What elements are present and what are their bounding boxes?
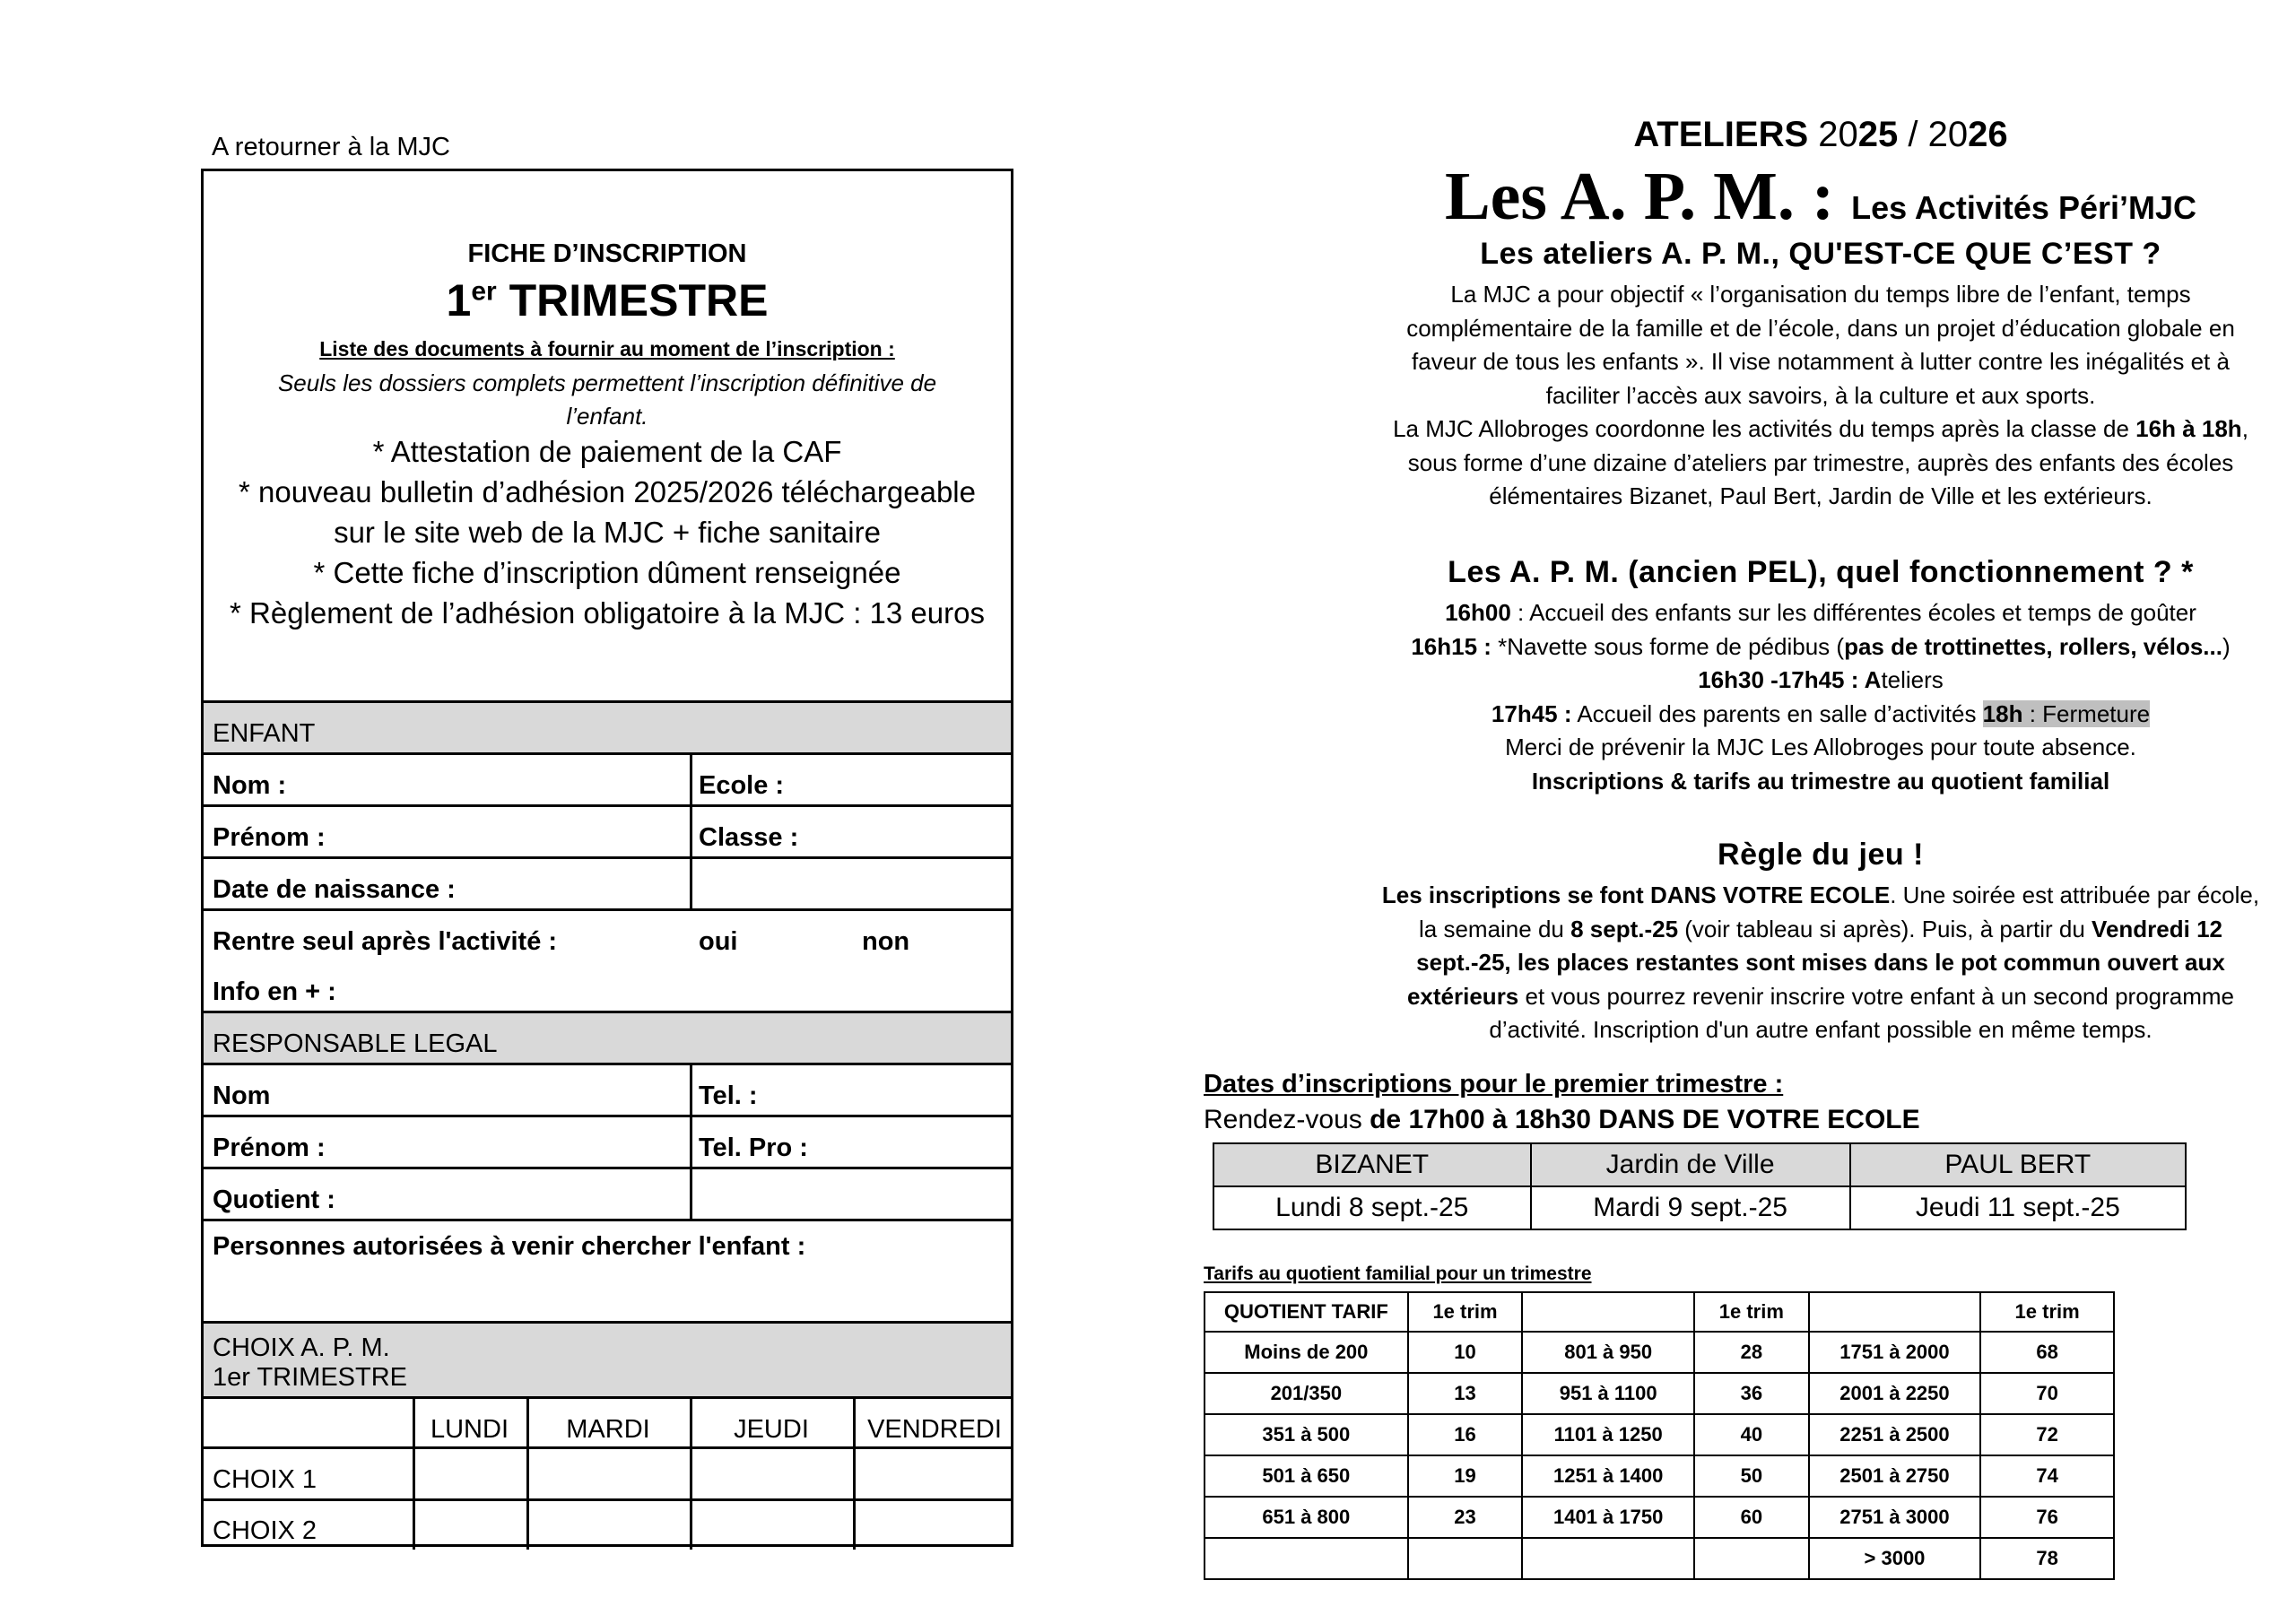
section-heading-what: Les ateliers A. P. M., QU'EST-CE QUE C’EST ? — [1480, 237, 2161, 271]
tarif-cell: 76 — [1980, 1497, 2114, 1538]
birthdate-row[interactable] — [204, 856, 1011, 908]
days-header-row — [204, 1396, 1011, 1446]
document-item: * Attestation de paiement de la CAF — [372, 435, 842, 468]
tarif-cell: 2751 à 3000 — [1809, 1497, 1981, 1538]
non-option[interactable]: non — [862, 927, 910, 956]
quotient-label: Quotient : — [213, 1185, 335, 1214]
tarif-cell — [1694, 1538, 1809, 1579]
tarif-cell: 13 — [1408, 1373, 1523, 1414]
tarif-cell: 28 — [1694, 1332, 1809, 1373]
info-label: Info en + : — [213, 977, 336, 1006]
tarif-cell: 2251 à 2500 — [1809, 1414, 1981, 1455]
tarif-cell: 1401 à 1750 — [1522, 1497, 1694, 1538]
choix-section-line2: 1er TRIMESTRE — [213, 1363, 408, 1392]
tarif-cell: 10 — [1408, 1332, 1523, 1373]
tarif-cell — [1408, 1538, 1523, 1579]
tarif-cell: 351 à 500 — [1205, 1414, 1408, 1455]
tarif-cell: 651 à 800 — [1205, 1497, 1408, 1538]
tarif-cell: 70 — [1980, 1373, 2114, 1414]
intro-paragraph: La MJC a pour objectif « l’organisation du temps libre de l’enfant, temps complémentaire de la famille et de l’école, dans un projet d’éducation globale en faveur de tous les enfants ». Il vise notamment à lutter contre les inégalités et à faciliter l’accès aux savoirs, à la culture et aux sports. La MJC Allobroges coordonne les activités du temps après la classe de 16h à 18h, sous forme d’une dizaine d’ateliers par trimestre, auprès des enfants des écoles élémentaires Bizanet, Paul Bert, Jardin de Ville et les extérieurs. — [1393, 281, 2248, 509]
form-title: FICHE D’INSCRIPTION — [467, 239, 747, 268]
tarif-cell: 36 — [1694, 1373, 1809, 1414]
rendezvous-line: Rendez-vous de 17h00 à 18h30 DANS DE VOTRE ECOLE — [1204, 1105, 1920, 1134]
choix2-label: CHOIX 2 — [213, 1516, 317, 1545]
tarif-cell: 40 — [1694, 1414, 1809, 1455]
tarif-cell: > 3000 — [1809, 1538, 1981, 1579]
tarif-cell: QUOTIENT TARIF — [1205, 1292, 1408, 1332]
tarif-cell: 68 — [1980, 1332, 2114, 1373]
rentre-seul-label: Rentre seul après l'activité : — [213, 927, 558, 956]
quotient-row[interactable] — [204, 1167, 1011, 1219]
choix2-row[interactable] — [204, 1498, 1011, 1550]
tarif-cell: 23 — [1408, 1497, 1523, 1538]
ecole-label: Ecole : — [699, 771, 785, 800]
choix-section — [204, 1321, 1011, 1396]
nom-row[interactable] — [204, 752, 1011, 804]
tarif-cell: 2001 à 2250 — [1809, 1373, 1981, 1414]
tarif-cell — [1522, 1538, 1694, 1579]
tarif-cell: 1751 à 2000 — [1809, 1332, 1981, 1373]
dates-title: Dates d’inscriptions pour le premier trimestre : — [1204, 1070, 1784, 1099]
day-vendredi: VENDREDI — [867, 1415, 1002, 1444]
documents-note: Seuls les dossiers complets permettent l’inscription définitive de l’enfant. — [277, 369, 937, 430]
school-name: BIZANET — [1213, 1143, 1531, 1186]
tarif-cell: 19 — [1408, 1455, 1523, 1497]
day-mardi: MARDI — [566, 1415, 650, 1444]
document-item: * Cette fiche d’inscription dûment renseignée — [313, 556, 901, 589]
tarif-cell — [1809, 1292, 1981, 1332]
document-item: * Règlement de l’adhésion obligatoire à la MJC : 13 euros — [230, 596, 985, 630]
documents-title: Liste des documents à fournir au moment de l’inscription : — [319, 337, 895, 360]
tarif-cell: 1251 à 1400 — [1522, 1455, 1694, 1497]
school-schedule-table — [1213, 1142, 2187, 1230]
tel-label: Tel. : — [699, 1081, 758, 1110]
section-label: ENFANT — [213, 719, 316, 748]
section-label: RESPONSABLE LEGAL — [213, 1029, 498, 1058]
document-item: sur le site web de la MJC + fiche sanitaire — [334, 516, 881, 549]
section-heading-rules: Règle du jeu ! — [1718, 838, 1924, 872]
tarif-cell — [1522, 1292, 1694, 1332]
choix-section-line1: CHOIX A. P. M. — [213, 1333, 390, 1362]
tarif-cell — [1205, 1538, 1408, 1579]
day-jeudi: JEUDI — [734, 1415, 809, 1444]
choix1-row[interactable] — [204, 1446, 1011, 1498]
tarif-cell: 951 à 1100 — [1522, 1373, 1694, 1414]
prenom-label: Prénom : — [213, 823, 326, 852]
documents-list — [204, 431, 1011, 633]
tarif-row — [1205, 1538, 2114, 1579]
school-date: Jeudi 11 sept.-25 — [1850, 1186, 2186, 1229]
tarif-title: Tarifs au quotient familial pour un trimestre — [1204, 1264, 1592, 1284]
prenom-row[interactable] — [204, 804, 1011, 856]
return-note: A retourner à la MJC — [212, 133, 450, 161]
day-lundi: LUNDI — [430, 1415, 509, 1444]
tarif-cell: 1e trim — [1694, 1292, 1809, 1332]
rentre-seul-row[interactable] — [204, 908, 1011, 960]
resp-nom-row[interactable] — [204, 1063, 1011, 1115]
tarif-cell: 2501 à 2750 — [1809, 1455, 1981, 1497]
enfant-section — [204, 700, 1011, 752]
personnes-label: Personnes autorisées à venir chercher l'enfant : — [213, 1232, 806, 1261]
personnes-row[interactable] — [204, 1219, 1011, 1321]
tarif-cell: Moins de 200 — [1205, 1332, 1408, 1373]
tarif-cell: 74 — [1980, 1455, 2114, 1497]
nom-label: Nom : — [213, 771, 287, 800]
classe-label: Classe : — [699, 823, 799, 852]
tarif-cell: 1101 à 1250 — [1522, 1414, 1694, 1455]
tarif-cell: 1e trim — [1408, 1292, 1523, 1332]
tarif-row — [1205, 1332, 2114, 1373]
tarif-cell: 201/350 — [1205, 1373, 1408, 1414]
resp-nom-label: Nom — [213, 1081, 271, 1110]
tarif-row — [1205, 1455, 2114, 1497]
tarif-cell: 78 — [1980, 1538, 2114, 1579]
tarif-row — [1205, 1373, 2114, 1414]
tarif-cell: 801 à 950 — [1522, 1332, 1694, 1373]
ateliers-heading: ATELIERS 2025 / 2026 — [1633, 115, 2008, 154]
tarif-cell: 50 — [1694, 1455, 1809, 1497]
tarif-header-row — [1205, 1292, 2114, 1332]
tarif-cell: 16 — [1408, 1414, 1523, 1455]
tarif-cell: 501 à 650 — [1205, 1455, 1408, 1497]
apm-title: Les A. P. M. : Les Activités Péri’MJC — [1444, 159, 2196, 234]
tarif-row — [1205, 1497, 2114, 1538]
school-date: Lundi 8 sept.-25 — [1213, 1186, 1531, 1229]
school-name: Jardin de Ville — [1531, 1143, 1850, 1186]
tarif-row — [1205, 1414, 2114, 1455]
tel-pro-label: Tel. Pro : — [699, 1133, 808, 1162]
tarif-cell: 60 — [1694, 1497, 1809, 1538]
document-item: * nouveau bulletin d’adhésion 2025/2026 téléchargeable — [238, 475, 976, 508]
responsable-section — [204, 1011, 1011, 1063]
school-name: PAUL BERT — [1850, 1143, 2186, 1186]
tarif-cell: 1e trim — [1980, 1292, 2114, 1332]
section-heading-how: Les A. P. M. (ancien PEL), quel fonctionnement ? * — [1448, 555, 2194, 589]
schedule-paragraph: 16h00 : Accueil des enfants sur les différentes écoles et temps de goûter 16h15 : *Navette sous forme de pédibus (pas de trottinettes, rollers, vélos...) 16h30 -17h45 : Ateliers 17h45 : Accueil des parents en salle d’activités 18h : Fermeture Merci de prévenir la MJC Les Allobroges pour toute absence. Inscriptions & tarifs au trimestre au quotient familial — [1411, 599, 2231, 795]
oui-option[interactable]: oui — [699, 927, 738, 956]
tarif-table — [1204, 1291, 2115, 1580]
birthdate-label: Date de naissance : — [213, 875, 456, 904]
form-header — [204, 171, 1011, 700]
choix1-label: CHOIX 1 — [213, 1465, 317, 1494]
tarif-cell: 72 — [1980, 1414, 2114, 1455]
school-date: Mardi 9 sept.-25 — [1531, 1186, 1850, 1229]
trimester-title: 1er TRIMESTRE — [446, 275, 769, 326]
registration-form — [201, 169, 1013, 1547]
resp-prenom-label: Prénom : — [213, 1133, 326, 1162]
info-row[interactable] — [204, 960, 1011, 1011]
rules-paragraph: Les inscriptions se font DANS VOTRE ECOLE. Une soirée est attribuée par école, la semaine du 8 sept.-25 (voir tableau si après). Puis, à partir du Vendredi 12 sept.-25, les places restantes sont mises dans le pot commun ouvert aux extérieurs et vous pourrez revenir inscrire votre enfant à un second programme d’activité. Inscription d'un autre enfant possible en même temps. — [1381, 881, 2260, 1043]
resp-prenom-row[interactable] — [204, 1115, 1011, 1167]
